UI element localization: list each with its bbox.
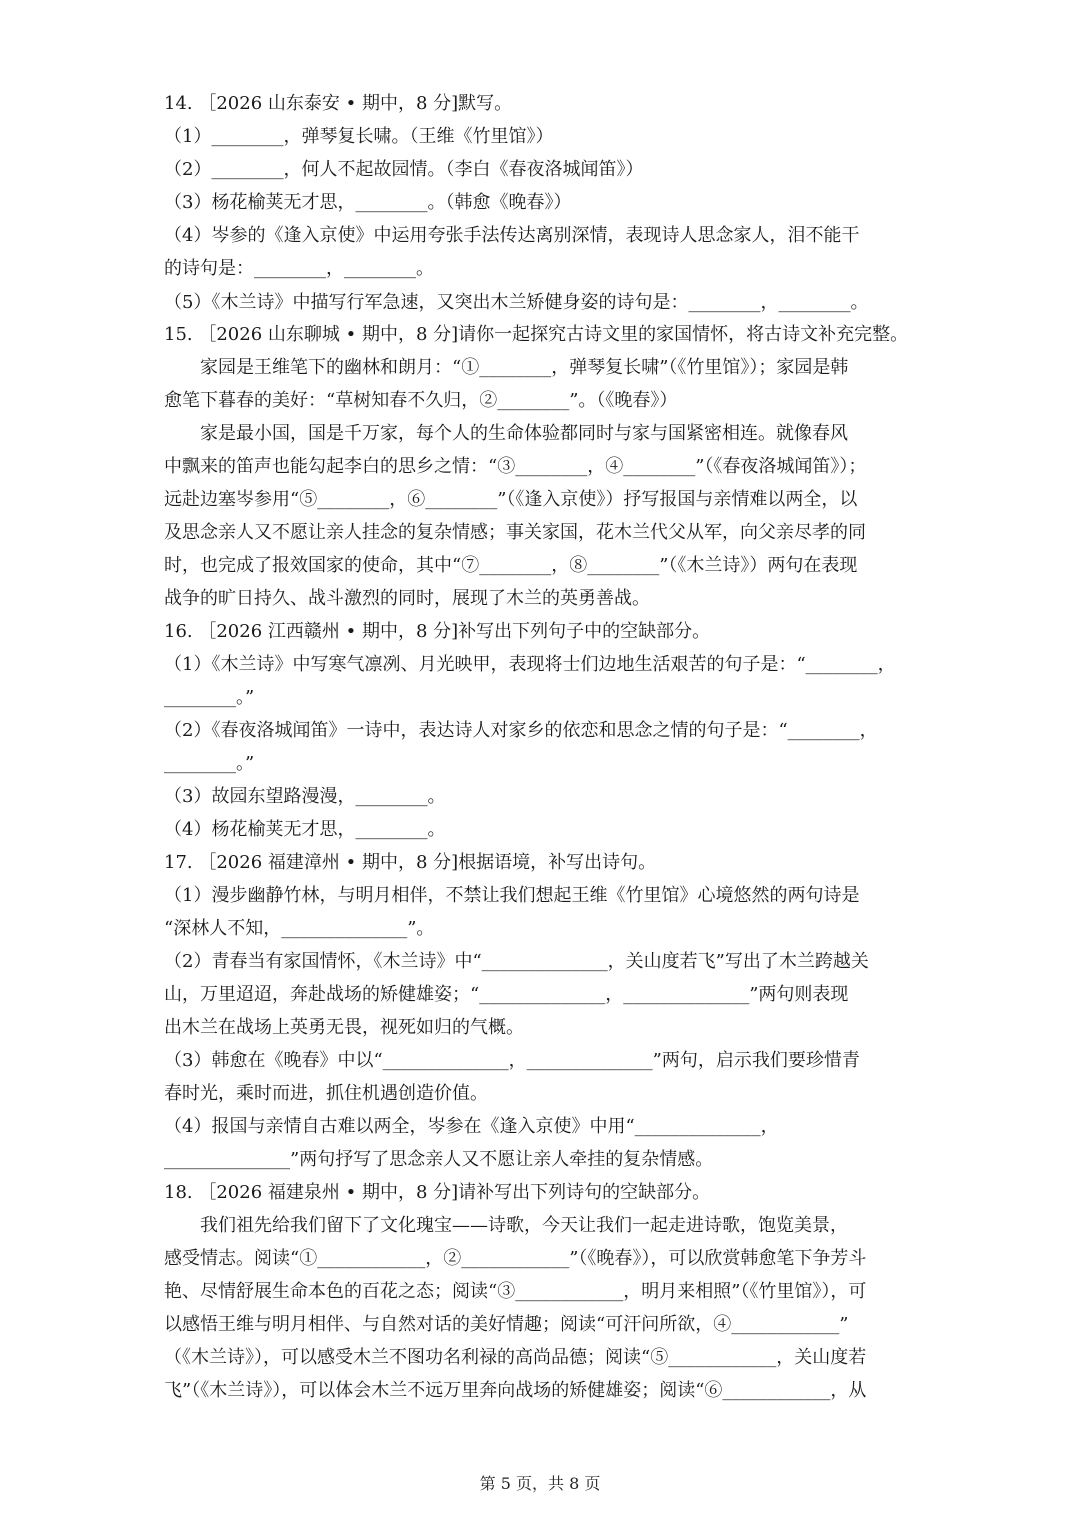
- q17-item-2-cont2: 出木兰在战场上英勇无畏，视死如归的气概。: [164, 1017, 524, 1038]
- q17-item-4-cont: ______________”两句抒写了思念亲人又不愿让亲人牵挂的复杂情感。: [164, 1149, 714, 1170]
- page-number-footer: 第 5 页，共 8 页: [479, 1474, 601, 1493]
- q17-item-3-cont: 春时光，乘时而进，抓住机遇创造价值。: [164, 1083, 488, 1104]
- q16-item-2-cont: ________。”: [164, 753, 255, 774]
- q16-item-1: （1）《木兰诗》中写寒气凛冽、月光映甲，表现将士们边地生活艰苦的句子是：“________，: [164, 654, 896, 675]
- q14-item-5: （5）《木兰诗》中描写行军急速，又突出木兰矫健身姿的诗句是：________，________。: [164, 292, 869, 313]
- q17-heading: 17. ［2026 福建漳州 • 期中，8 分]根据语境，补写出诗句。: [164, 852, 657, 873]
- q17-item-3: （3）韩愈在《晚春》中以“______________，______________”两句，启示我们要珍惜青: [164, 1050, 860, 1071]
- q17-item-1: （1）漫步幽静竹林，与明月相伴，不禁让我们想起王维《竹里馆》心境悠然的两句诗是: [164, 885, 860, 906]
- q14-item-4-cont: 的诗句是：________，________。: [164, 258, 434, 279]
- q14-item-1: （1）________，弹琴复长啸。（王维《竹里馆》）: [164, 126, 554, 147]
- q15-para2-line2: 中飘来的笛声也能勾起李白的思乡之情：“③________，④________”（《春夜洛城闻笛》）；: [164, 456, 867, 477]
- q15-para1-line1: 家园是王维笔下的幽林和朗月：“①________，弹琴复长啸”（《竹里馆》）；家园是韩: [164, 357, 849, 378]
- q16-item-4: （4）杨花榆荚无才思，________。: [164, 819, 446, 840]
- q15-heading: 15. ［2026 山东聊城 • 期中，8 分]请你一起探究古诗文里的家国情怀，将古诗文补充完整。: [164, 324, 909, 345]
- q17-item-1-cont: “深林人不知，______________”。: [164, 918, 435, 939]
- q16-item-3: （3）故园东望路漫漫，________。: [164, 786, 446, 807]
- q16-item-2: （2）《春夜洛城闻笛》一诗中，表达诗人对家乡的依恋和思念之情的句子是：“________，: [164, 720, 878, 741]
- q14-item-3: （3）杨花榆荚无才思，________。（韩愈《晚春》）: [164, 192, 572, 213]
- q14-heading: 14. ［2026 山东泰安 • 期中，8 分]默写。: [164, 93, 513, 114]
- q14-item-4: （4）岑参的《逢入京使》中运用夸张手法传达离别深情，表现诗人思念家人，泪不能干: [164, 225, 860, 246]
- q18-heading: 18. ［2026 福建泉州 • 期中，8 分]请补写出下列诗句的空缺部分。: [164, 1182, 711, 1203]
- q15-para2-line6: 战争的旷日持久、战斗激烈的同时，展现了木兰的英勇善战。: [164, 588, 650, 609]
- q14-item-2: （2）________，何人不起故园情。（李白《春夜洛城闻笛》）: [164, 159, 644, 180]
- q15-para2-line4: 及思念亲人又不愿让亲人挂念的复杂情感；事关家国，花木兰代父从军，向父亲尽孝的同: [164, 522, 866, 543]
- q17-item-2: （2）青春当有家国情怀，《木兰诗》中“______________，关山度若飞”写出了木兰跨越关: [164, 951, 869, 972]
- q16-item-1-cont: ________。”: [164, 687, 255, 708]
- q15-para2-line1: 家是最小国，国是千万家，每个人的生命体验都同时与家与国紧密相连。就像春风: [164, 423, 848, 444]
- q18-para-line6: 飞”（《木兰诗》），可以体会木兰不远万里奔向战场的矫健雄姿；阅读“⑥____________，从: [164, 1380, 867, 1401]
- q17-item-4: （4）报国与亲情自古难以两全，岑参在《逢入京使》中用“______________，: [164, 1116, 779, 1137]
- q15-para2-line3: 远赴边塞岑参用“⑤________，⑥________”（《逢入京使》）抒写报国与亲情难以两全，以: [164, 489, 858, 510]
- q18-para-line2: 感受情志。阅读“①____________，②____________”（《晚春》），可以欣赏韩愈笔下争芳斗: [164, 1248, 867, 1269]
- q15-para2-line5: 时，也完成了报效国家的使命，其中“⑦________，⑧________”（《木兰诗》）两句在表现: [164, 555, 858, 576]
- q18-para-line1: 我们祖先给我们留下了文化瑰宝——诗歌，今天让我们一起走进诗歌，饱览美景，: [164, 1215, 848, 1236]
- q16-heading: 16. ［2026 江西赣州 • 期中，8 分]补写出下列句子中的空缺部分。: [164, 621, 711, 642]
- q18-para-line5: （《木兰诗》），可以感受木兰不图功名利禄的高尚品德；阅读“⑤____________，关山度若: [164, 1347, 867, 1368]
- q17-item-2-cont: 山，万里迢迢，奔赴战场的矫健雄姿；“______________，______________”两句则表现: [164, 984, 849, 1005]
- q15-para1-line2: 愈笔下暮春的美好：“草树知春不久归，②________”。（《晚春》）: [164, 390, 678, 411]
- q18-para-line4: 以感悟王维与明月相伴、与自然对话的美好情趣；阅读“可汗问所欲，④____________”: [164, 1314, 849, 1335]
- q18-para-line3: 艳、尽情舒展生命本色的百花之态；阅读“③____________，明月来相照”（《竹里馆》），可: [164, 1281, 867, 1302]
